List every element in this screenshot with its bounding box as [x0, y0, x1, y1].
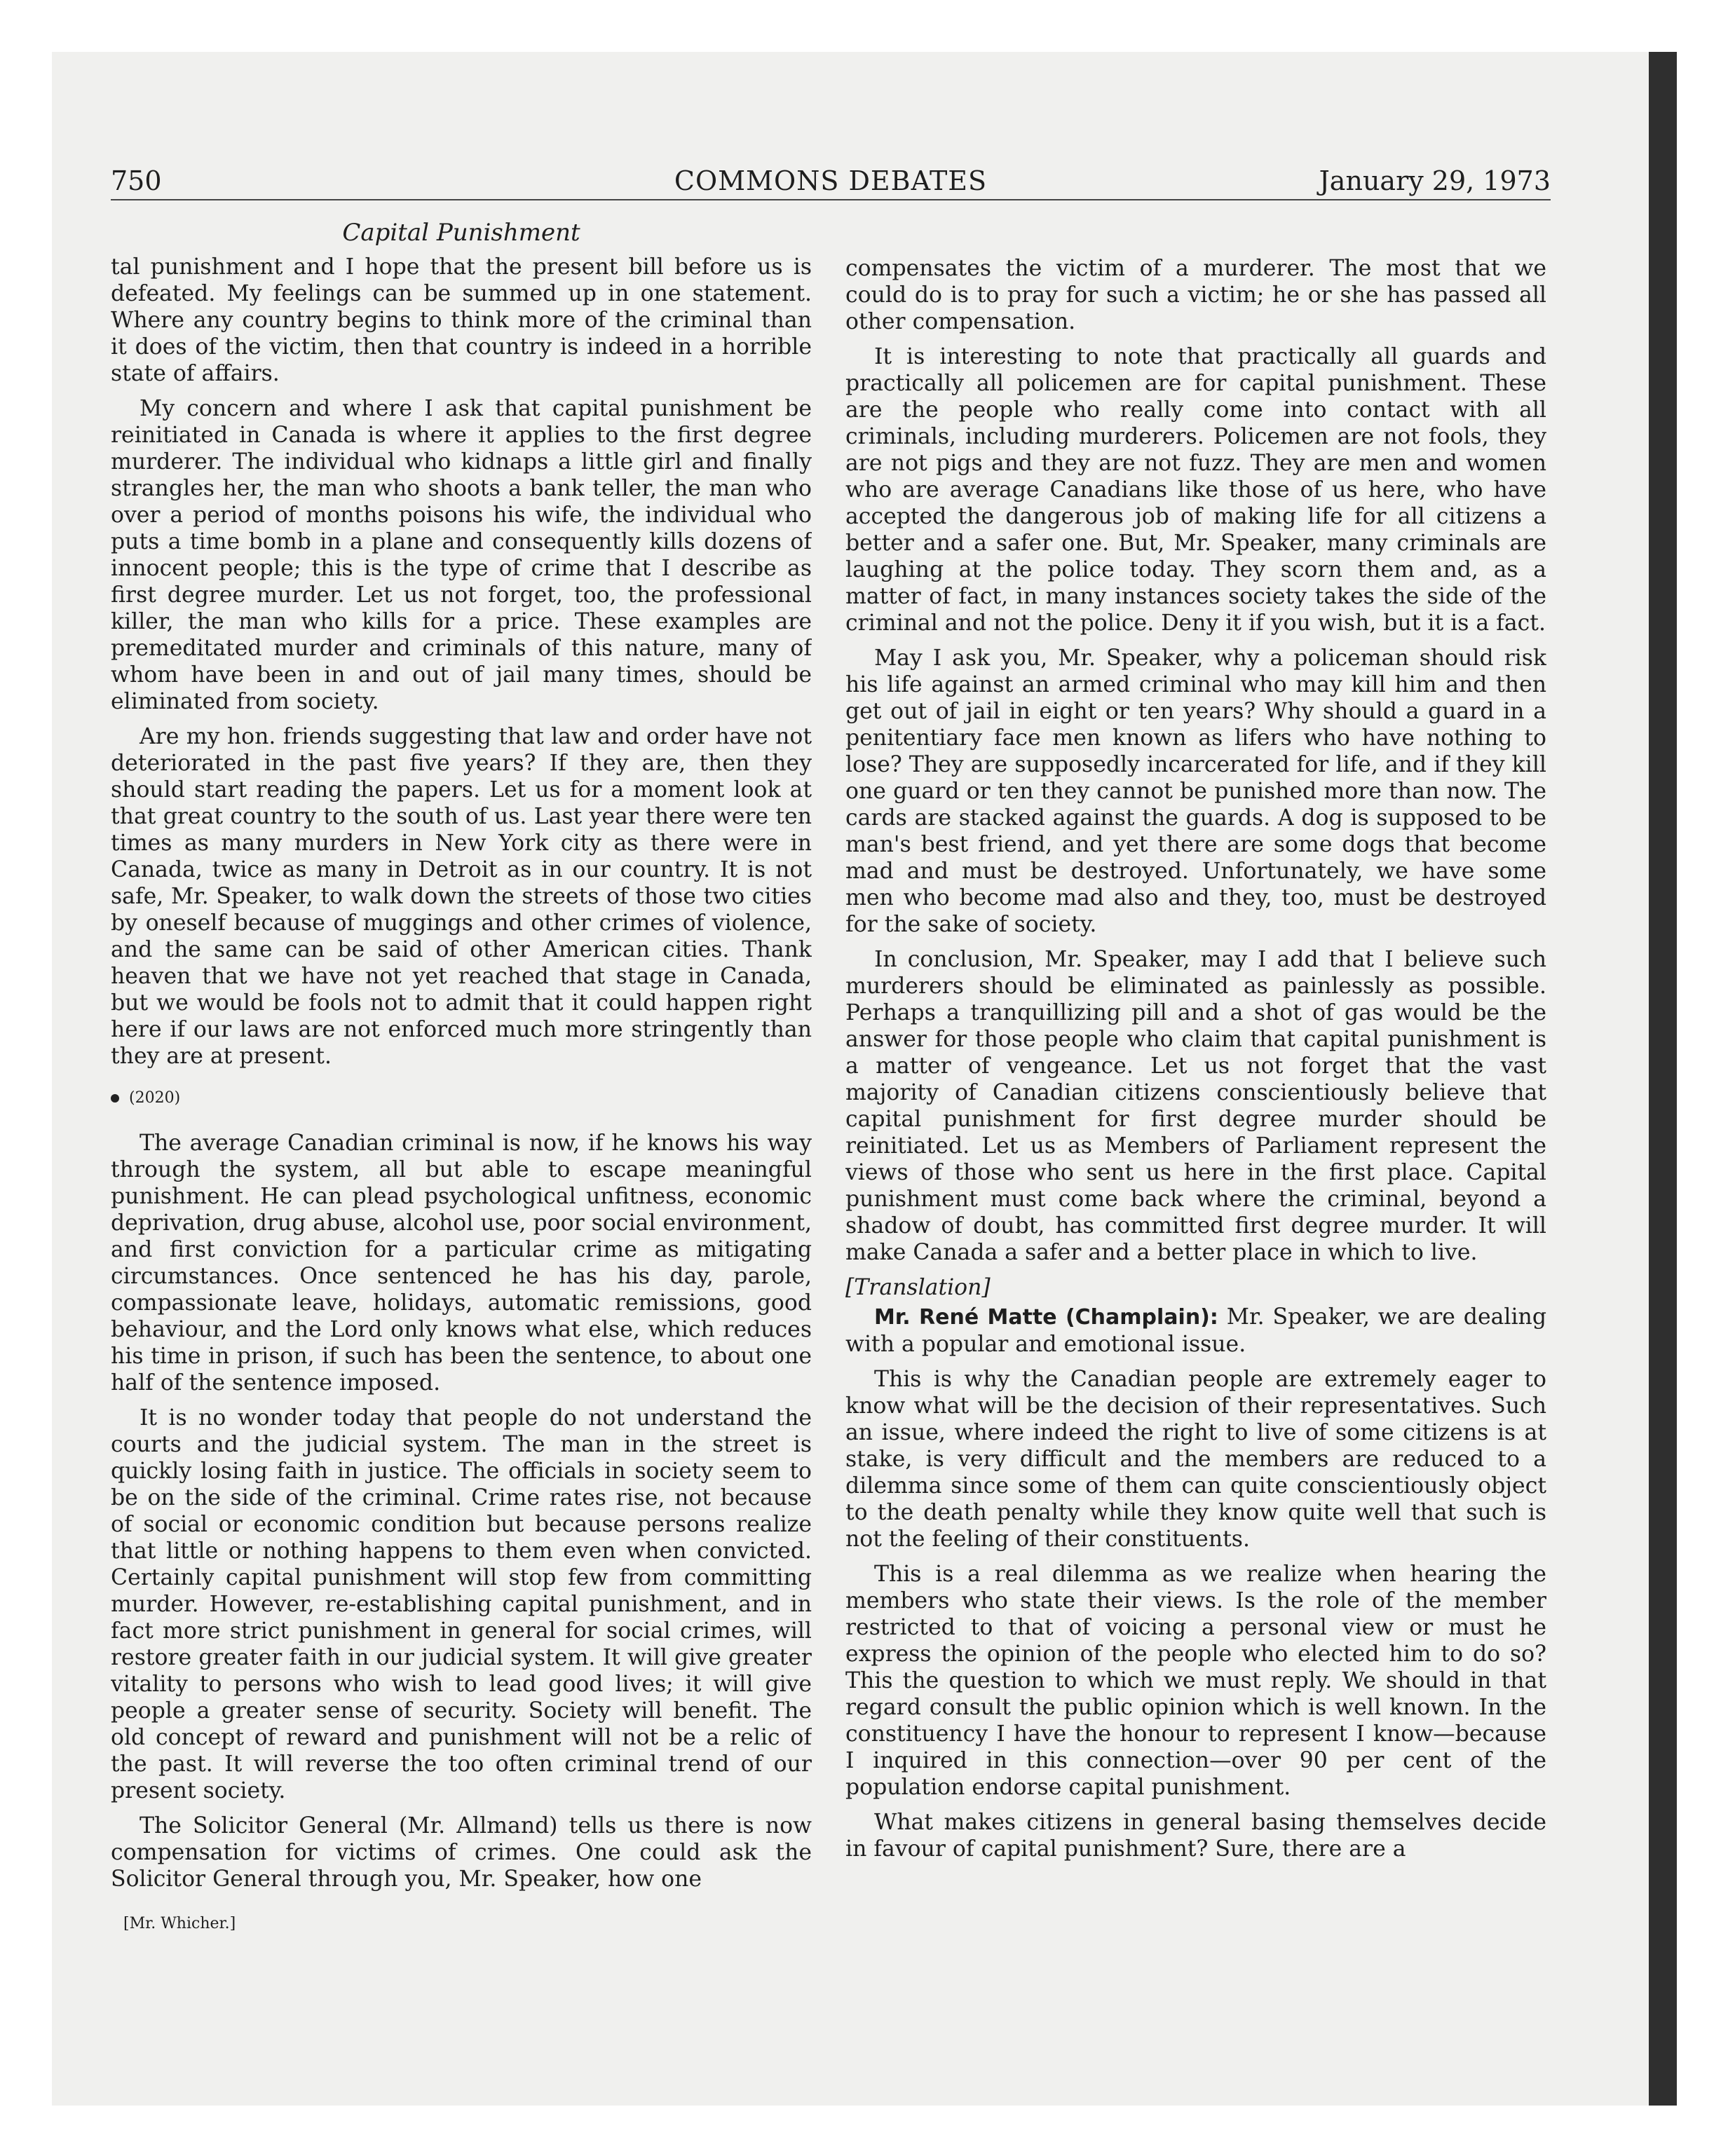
speaker-name: Mr. René Matte (Champlain):	[873, 1305, 1218, 1330]
translation-label: [Translation]	[845, 1275, 991, 1300]
subject-heading: Capital Punishment	[342, 219, 580, 247]
speaker-text: Mr. Speaker, we are dealing with a popular and emotional issue.	[845, 1304, 1546, 1357]
page-number: 750	[111, 165, 162, 196]
paragraph: In conclusion, Mr. Speaker, may I add that I believe such murderers should be eliminated as painlessly as possible. Perhaps a tranquillizing pill and a shot of gas would be the answer for those people who claim that capital punishment is a matter of vengeance. Let us not forget that the vast majority of Canadian citizens conscientiously believe that capital punishment for first degree murder should be reinitiated. Let us as Members of Parliament represent the views of those who sent us here in the first place. Capital punishment must come back where the criminal, beyond a shadow of doubt, has committed first degree murder. It will make Canada a safer and a better place in which to live.	[845, 947, 1546, 1265]
paragraph: The average Canadian criminal is now, if he knows his way through the system, all but able to escape meaningful punishment. He can plead psychological unfitness, economic deprivation, drug abuse, alcohol use, poor social environment, and first conviction for a particular crime as mitigating circumstances. Once sentenced he has his day, parole, compassionate leave, holidays, automatic remissions, good behaviour, and the Lord only knows what else, which reduces his time in prison, if such has been the sentence, to about one half of the sentence imposed.	[111, 1131, 812, 1396]
right-column	[845, 255, 1546, 1951]
paragraph: Are my hon. friends suggesting that law and order have not deteriorated in the past five years? If they are, then they should start reading the papers. Let us for a moment look at that great country to the south of us. Last year there were ten times as many murders in New York city as there were in Canada, twice as many in Detroit as in our country. It is not safe, Mr. Speaker, to walk down the streets of those two cities by oneself because of muggings and other crimes of violence, and the same can be said of other American cities. Thank heaven that we have not yet reached that stage in Canada, but we would be fools not to admit that it could happen right here if our laws are not enforced much more stringently than they are at present.	[111, 724, 812, 1069]
left-column	[111, 254, 812, 1950]
paragraph: My concern and where I ask that capital punishment be reinitiated in Canada is where it applies to the first degree murderer. The individual who kidnaps a little girl and finally strangles her, the man who shoots a bank teller, the man who over a period of months poisons his wife, the individual who puts a time bomb in a plane and consequently kills dozens of innocent people; this is the type of crime that I describe as first degree murder. Let us not forget, too, the professional killer, the man who kills for a price. These examples are premeditated murder and criminals of this nature, many of whom have been in and out of jail many times, should be eliminated from society.	[111, 396, 812, 714]
publication-date: January 29, 1973	[1319, 165, 1551, 196]
paragraph: compensates the victim of a murderer. The most that we could do is to pray for such a victim; he or she has passed all other compensation.	[845, 256, 1546, 334]
time-marker-text: (2020)	[129, 1089, 181, 1107]
bullet-icon	[111, 1094, 119, 1103]
paragraph: May I ask you, Mr. Speaker, why a policeman should risk his life against an armed criminal who may kill him and then get out of jail in eight or ten years? Why should a guard in a penitentiary face men known as lifers who have nothing to lose? They are supposedly incarcerated for life, and if they kill one guard or ten they cannot be punished more than now. The cards are stacked against the guards. A dog is supposed to be man's best friend, and yet there are some dogs that become mad and must be destroyed. Unfortunately, we have some men who become mad also and they, too, must be destroyed for the sake of society.	[845, 646, 1546, 937]
paragraph: tal punishment and I hope that the present bill before us is defeated. My feelings can be summed up in one statement. Where any country begins to think more of the criminal than it does of the victim, then that country is indeed in a horrible state of affairs.	[111, 254, 812, 386]
paragraph: It is no wonder today that people do not understand the courts and the judicial system. The man in the street is quickly losing faith in justice. The officials in society seem to be on the side of the criminal. Crime rates rise, not because of social or economic condition but because persons realize that little or nothing happens to them even when convicted. Certainly capital punishment will stop few from committing murder. However, re-establishing capital punishment, and in fact more strict punishment in general for social crimes, will restore greater faith in our judicial system. It will give greater vitality to persons who wish to lead good lives; it will give people a greater sense of security. Society will benefit. The old concept of reward and punishment will not be a relic of the past. It will reverse the too often criminal trend of our present society.	[111, 1405, 812, 1803]
scan-edge-shadow	[1649, 52, 1677, 2106]
paragraph: This is why the Canadian people are extremely eager to know what will be the decision of their representatives. Such an issue, where indeed the right to live of some citizens is at stake, is very difficult and the members are reduced to a dilemma since some of them can quite conscientiously object to the death penalty while they know quite well that such is not the feeling of their constituents.	[845, 1367, 1546, 1552]
paragraph: This is a real dilemma as we realize when hearing the members who state their views. Is the role of the member restricted to that of voicing a personal view or must he express the opinion of the people who elected him to do so? This the question to which we must reply. We should in that regard consult the public opinion which is well known. In the constituency I have the honour to represent I know—because I inquired in this connection—over 90 per cent of the population endorse capital punishment.	[845, 1562, 1546, 1800]
page-header	[111, 164, 1551, 200]
time-marker	[111, 1085, 812, 1112]
speaker-footer: [Mr. Whicher.]	[123, 1915, 236, 1932]
paragraph: It is interesting to note that practically all guards and practically all policemen are for capital punishment. These are the people who really come into contact with all criminals, including murderers. Policemen are not fools, they are not pigs and they are not fuzz. They are men and women who are average Canadians like those of us here, who have accepted the dangerous job of making life for all citizens a better and a safer one. But, Mr. Speaker, many criminals are laughing at the police today. They scorn them and, as a matter of fact, in many instances society takes the side of the criminal and not the police. Deny it if you wish, but it is a fact.	[845, 344, 1546, 636]
paragraph: What makes citizens in general basing themselves decide in favour of capital punishment? Sure, there are a	[845, 1810, 1546, 1862]
paragraph: The Solicitor General (Mr. Allmand) tells us there is now compensation for victims of crimes. One could ask the Solicitor General through you, Mr. Speaker, how one	[111, 1813, 812, 1892]
publication-title: COMMONS DEBATES	[674, 165, 988, 196]
speaker-paragraph	[845, 1304, 1546, 1358]
